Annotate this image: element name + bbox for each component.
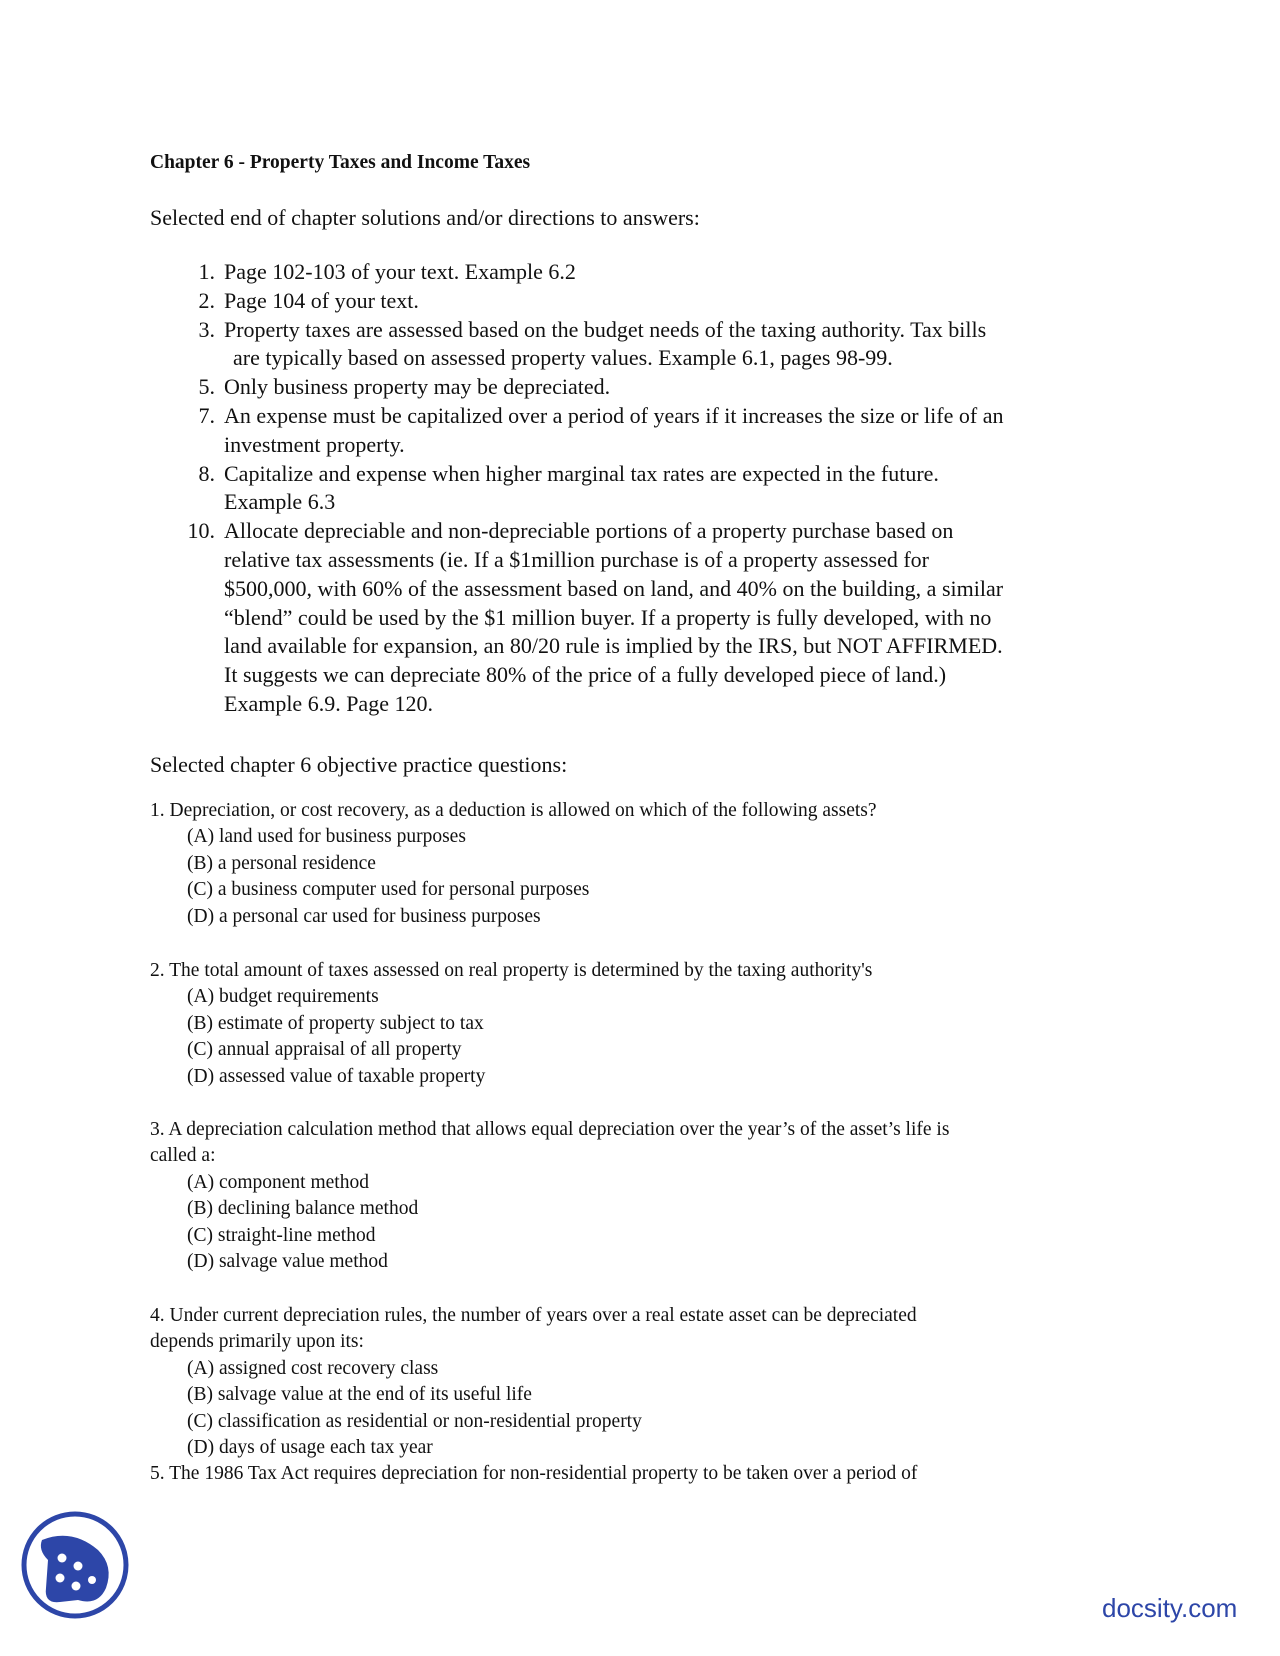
docsity-logo-icon[interactable] <box>20 1510 130 1620</box>
list-item: 3. Property taxes are assessed based on the budget needs of the taxing authority. Tax bills <box>198 316 987 342</box>
list-item: 2. Page 104 of your text. <box>198 287 419 313</box>
question-2: 2. The total amount of taxes assessed on real property is determined by the taxing authority's (A) budget requirements (B) estimate of property subject to tax (C) annual appraisal of all property (D) assessed value of taxable property <box>150 960 873 1087</box>
list-item: 7. An expense must be capitalized over a period of years if it increases the size or life of an investment property. <box>198 402 1004 457</box>
list-item-continuation: are typically based on assessed property values. Example 6.1, pages 98-99. <box>233 345 893 371</box>
answer-list <box>150 258 1130 719</box>
chapter-title: Chapter 6 - Property Taxes and Income Taxes <box>150 152 531 173</box>
solutions-intro: Selected end of chapter solutions and/or directions to answers: <box>150 205 700 230</box>
list-item: 10. Allocate depreciable and non-depreciable portions of a property purchase based on relative tax assessments (ie. If a $1million purchase is of a property assessed for $500,000, with 60% of the assessment based on land, and 40% on the building, a similar “blend” could be used by the $1 million buyer. If a property is fully developed, with no land available for expansion, an 80/20 rule is implied by the IRS, but NOT AFFIRMED. It suggests we can depreciate 80% of the price of a fully developed piece of land.) Example 6.9. Page 120. <box>187 518 1004 716</box>
list-item: 5. Only business property may be depreciated. <box>198 374 611 400</box>
list-item: 1. Page 102-103 of your text. Example 6.2 <box>198 259 576 284</box>
question-1: 1. Depreciation, or cost recovery, as a deduction is allowed on which of the following assets? (A) land used for business purposes (B) a personal residence (C) a business computer used for personal purposes (D) a personal car used for business purposes <box>150 800 877 927</box>
practice-section-title: Selected chapter 6 objective practice questions: <box>150 752 568 777</box>
question-3: 3. A depreciation calculation method that allows equal depreciation over the year’s of the asset’s life is called a: (A) component method (B) declining balance method (C) straight-line method (D) salvage value method <box>150 1119 950 1273</box>
docsity-brand-link[interactable]: docsity.com <box>1102 1593 1238 1623</box>
list-item: 8. Capitalize and expense when higher marginal tax rates are expected in the future. Example 6.3 <box>198 460 939 515</box>
question-4: 4. Under current depreciation rules, the number of years over a real estate asset can be depreciated depends primarily upon its: (A) assigned cost recovery class (B) salvage value at the end of its useful life (C) classification as residential or non-residential property (D) days of usage each tax year 5. The 1986 Tax Act requires depreciation for non-residential property to be taken over a period of <box>150 1305 918 1485</box>
